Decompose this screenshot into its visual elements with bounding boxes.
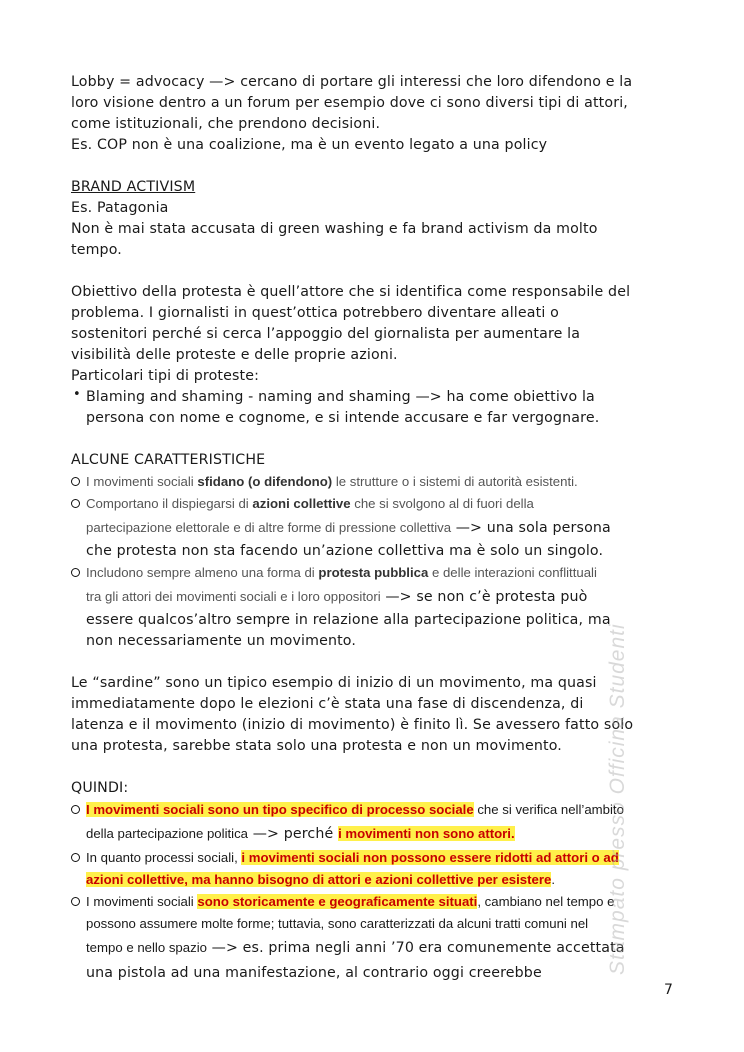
circle-bullet-icon <box>71 499 80 508</box>
text-line: che protesta non sta facendo un’azione collettiva ma è solo un singolo. <box>86 543 604 559</box>
text-run: partecipazione elettorale e di altre forme di pressione collettiva <box>86 520 452 535</box>
text-line: come istituzionali, che prendono decisioni. <box>71 116 381 132</box>
list-item <box>71 493 681 562</box>
circle-bullet-icon <box>71 568 80 577</box>
text-line: una pistola ad una manifestazione, al contrario oggi creerebbe <box>86 965 542 981</box>
highlighted-text: sono storicamente e geograficamente situati <box>197 894 478 909</box>
text-line: Obiettivo della protesta è quell’attore che si identifica come responsabile del <box>71 284 631 300</box>
text-run: —> una sola persona <box>451 520 611 536</box>
text-line: latenza e il movimento (inizio di movimento) è finito lì. Se avessero fatto solo <box>71 717 634 733</box>
text-line: Es. COP non è una coalizione, ma è un evento legato a una policy <box>71 137 548 153</box>
circle-bullet-icon <box>71 477 80 486</box>
quindi-section <box>71 778 681 986</box>
list-item <box>71 799 681 847</box>
text-run: Comportano il dispiegarsi di <box>86 496 253 511</box>
text-run: I movimenti sociali <box>86 474 198 489</box>
highlighted-text: i movimenti sociali non possono essere ridotti ad attori o ad <box>241 850 619 865</box>
text-line: Particolari tipi di proteste: <box>71 368 260 384</box>
circle-bullet-icon <box>71 805 80 814</box>
text-line: una protesta, sarebbe stata solo una protesta e non un movimento. <box>71 738 562 754</box>
sardine-paragraph <box>71 673 681 757</box>
text-line: Non è mai stata accusata di green washing e fa brand activism da molto <box>71 221 598 237</box>
text-line: Es. Patagonia <box>71 200 169 216</box>
section-heading: ALCUNE CARATTERISTICHE <box>71 452 266 468</box>
circle-bullet-icon <box>71 853 80 862</box>
circle-bullet-icon <box>71 897 80 906</box>
text-run: I movimenti sociali <box>86 894 198 909</box>
bold-text: protesta pubblica <box>318 565 429 580</box>
bold-text: azioni collettive <box>252 496 351 511</box>
caratteristiche-section <box>71 450 681 652</box>
text-run: tra gli attori dei movimenti sociali e i loro oppositori <box>86 589 381 604</box>
text-line: visibilità delle proteste e delle proprie azioni. <box>71 347 398 363</box>
text-line: persona con nome e cognome, e si intende accusare e far vergognare. <box>86 410 600 426</box>
text-run: . <box>551 872 556 887</box>
bullet-icon: • <box>73 387 81 402</box>
list-item <box>71 471 681 493</box>
watermark: Stampato presso Officina Studenti <box>606 623 629 975</box>
highlighted-text: I movimenti sociali sono un tipo specifico di processo sociale <box>86 802 474 817</box>
list-item <box>71 562 681 652</box>
list-item <box>71 847 681 891</box>
text-run: che si svolgono al di fuori della <box>350 496 534 511</box>
text-line: problema. I giornalisti in quest’ottica potrebbero diventare alleati o <box>71 305 559 321</box>
text-line: essere qualcos’altro sempre in relazione alla partecipazione politica, ma <box>86 612 611 628</box>
bold-text: sfidano (o difendono) <box>197 474 333 489</box>
text-run: tempo e nello spazio <box>86 940 207 955</box>
text-line: Le “sardine” sono un tipico esempio di inizio di un movimento, ma quasi <box>71 675 597 691</box>
text-run: e delle interazioni conflittuali <box>428 565 597 580</box>
text-line: Blaming and shaming - naming and shaming —> ha come obiettivo la <box>86 389 595 405</box>
text-line: non necessariamente un movimento. <box>86 633 357 649</box>
text-line: tempo. <box>71 242 122 258</box>
page-number: 7 <box>664 982 673 998</box>
document-page <box>71 72 681 986</box>
list-item <box>71 387 681 429</box>
text-run: —> se non c’è protesta può <box>380 589 588 605</box>
obiettivo-paragraph <box>71 282 681 429</box>
text-run: che si verifica nell’ambito <box>473 802 624 817</box>
text-run: della partecipazione politica <box>86 826 249 841</box>
text-run: —> es. prima negli anni ’70 era comunemente accettata <box>206 940 625 956</box>
text-run: , cambiano nel tempo e <box>477 894 615 909</box>
text-run: —> perché <box>248 826 339 842</box>
text-line: Lobby = advocacy —> cercano di portare gli interessi che loro difendono e la <box>71 74 633 90</box>
lobby-paragraph <box>71 72 681 156</box>
text-line: immediatamente dopo le elezioni c’è stata una fase di discendenza, di <box>71 696 584 712</box>
text-run: In quanto processi sociali, <box>86 850 242 865</box>
text-run: le strutture o i sistemi di autorità esistenti. <box>332 474 578 489</box>
list-item <box>71 891 681 986</box>
brand-activism-section <box>71 177 681 261</box>
text-line: sostenitori perché si cerca l’appoggio del giornalista per aumentare la <box>71 326 581 342</box>
text-run: possono assumere molte forme; tuttavia, sono caratterizzati da alcuni tratti comuni nel <box>86 916 589 931</box>
text-run: Includono sempre almeno una forma di <box>86 565 319 580</box>
highlighted-text: i movimenti non sono attori. <box>338 826 515 841</box>
text-line: loro visione dentro a un forum per esempio dove ci sono diversi tipi di attori, <box>71 95 628 111</box>
section-heading: QUINDI: <box>71 780 129 796</box>
highlighted-text: azioni collettive, ma hanno bisogno di attori e azioni collettive per esistere <box>86 872 552 887</box>
section-heading: BRAND ACTIVISM <box>71 179 196 195</box>
